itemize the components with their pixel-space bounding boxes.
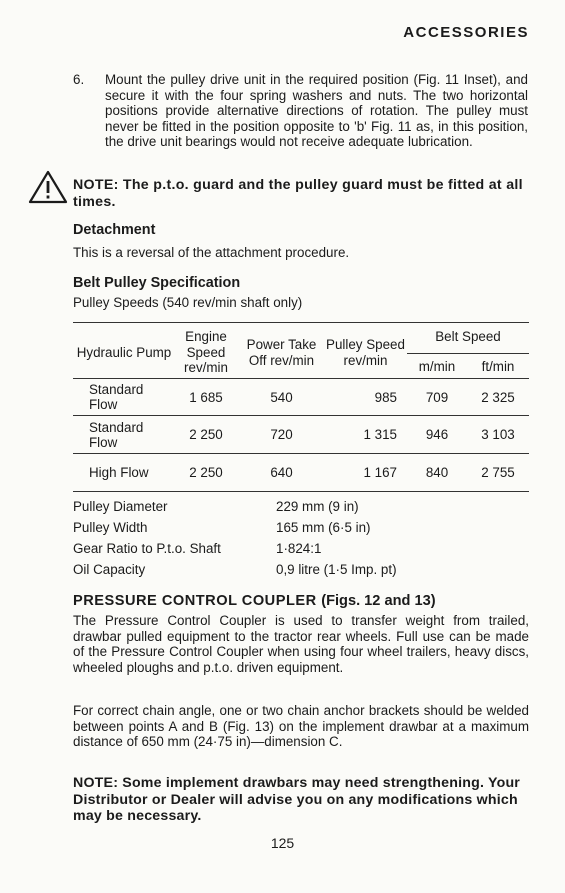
cell-ftmin: 2 325 (467, 379, 529, 416)
col-belt-speed: Belt Speed (407, 323, 529, 354)
step-text: Mount the pulley drive unit in the required position (Fig. 11 Inset), and secure it with the four spring washers and nuts. The two horizontal positions provide alternative directions of rotation. The pulley must never be fitted in the position opposite to 'b' Fig. 11 as, in this position, the drive unit bearings would not receive adequate lubrication. (105, 72, 528, 149)
cell-pulley: 1 167 (324, 454, 407, 492)
pcc-heading-title: PRESSURE CONTROL COUPLER (73, 593, 317, 609)
cell-mmin: 709 (407, 379, 467, 416)
belt-spec-subtitle: Pulley Speeds (540 rev/min shaft only) (73, 295, 303, 310)
cell-engine: 2 250 (173, 416, 239, 454)
cell-pto: 720 (239, 416, 324, 454)
table-row (73, 416, 529, 454)
col-engine-speed: Engine Speed rev/min (184, 329, 228, 376)
spec-label: Oil Capacity (73, 562, 146, 577)
cell-engine: 2 250 (173, 454, 239, 492)
list-item (73, 499, 529, 520)
col-belt-ftmin: ft/min (481, 359, 515, 375)
cell-mmin: 840 (407, 454, 467, 492)
spec-value: 0,9 litre (1·5 Imp. pt) (276, 562, 397, 577)
cell-pulley: 1 315 (324, 416, 407, 454)
cell-pulley: 985 (324, 379, 407, 416)
spec-label: Gear Ratio to P.t.o. Shaft (73, 541, 221, 556)
page-number: 125 (270, 835, 295, 851)
cell-pump: Standard Flow (73, 416, 173, 454)
warning-triangle-icon (28, 170, 68, 204)
cell-ftmin: 2 755 (467, 454, 529, 492)
step-number: 6. (73, 72, 85, 87)
table-row (73, 454, 529, 492)
pcc-paragraph-2: For correct chain angle, one or two chain anchor brackets should be welded between points A and B (Fig. 13) on the implement drawbar at a maximum distance of 650 mm (24·75 in)—dimension C. (73, 703, 529, 749)
cell-pto: 540 (239, 379, 324, 416)
col-pulley-speed: Pulley Speed rev/min (326, 337, 405, 368)
pcc-heading (73, 593, 436, 609)
col-hydraulic-pump: Hydraulic Pump (76, 344, 172, 360)
detachment-heading: Detachment (73, 222, 156, 238)
section-header: ACCESSORIES (403, 24, 529, 41)
cell-ftmin: 3 103 (467, 416, 529, 454)
cell-engine: 1 685 (173, 379, 239, 416)
cell-pump: High Flow (73, 454, 173, 492)
list-item (73, 562, 529, 583)
cell-pump: Standard Flow (73, 379, 173, 416)
list-item (73, 520, 529, 541)
note-guard: NOTE: The p.t.o. guard and the pulley guard must be fitted at all times. (73, 177, 523, 210)
col-belt-mmin: m/min (418, 359, 456, 375)
spec-value: 229 mm (9 in) (276, 499, 359, 514)
belt-spec-heading: Belt Pulley Specification (73, 275, 241, 291)
cell-mmin: 946 (407, 416, 467, 454)
detachment-text: This is a reversal of the attachment procedure. (73, 245, 350, 260)
pcc-heading-figref: (Figs. 12 and 13) (321, 593, 436, 609)
spec-value: 1·824:1 (276, 541, 322, 556)
cell-pto: 640 (239, 454, 324, 492)
table-row (73, 379, 529, 416)
spec-label: Pulley Width (73, 520, 148, 535)
note-drawbars: NOTE: Some implement drawbars may need strengthening. Your Distributor or Dealer will advise you on any modifications which may be necessary. (73, 775, 521, 824)
belt-pulley-table (73, 322, 529, 492)
pcc-paragraph-1: The Pressure Control Coupler is used to transfer weight from trailed, drawbar pulled equipment to the tractor rear wheels. Full use can be made of the Pressure Control Coupler when using four wheel trailers, heavy discs, wheeled ploughs and p.t.o. driven equipment. (73, 613, 529, 675)
spec-value: 165 mm (6·5 in) (276, 520, 371, 535)
spec-label: Pulley Diameter (73, 499, 168, 514)
pulley-specs-list (73, 499, 529, 583)
list-item (73, 541, 529, 562)
col-power-take-off: Power Take Off rev/min (246, 337, 317, 368)
